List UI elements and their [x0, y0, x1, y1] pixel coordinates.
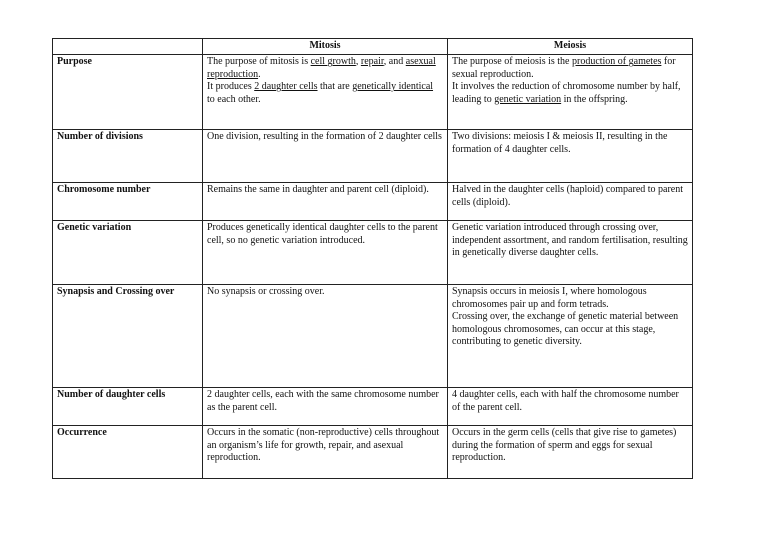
synapsis-meiosis-paragraph-1: Synapsis occurs in meiosis I, where homologous chromosomes pair up and form tetrads. — [452, 286, 647, 310]
underlined-text: 2 daughter cells — [254, 81, 318, 93]
table-row-divisions — [53, 130, 693, 183]
header-blank-cell — [53, 39, 203, 55]
header-mitosis: Mitosis — [203, 39, 448, 55]
underlined-text: repair — [360, 56, 384, 68]
cell-synapsis-meiosis — [448, 285, 693, 388]
table-header-row — [53, 39, 693, 55]
purpose-meiosis-paragraph-2 — [452, 81, 688, 106]
underlined-text: production of gametes — [571, 56, 662, 68]
text-run: to each other. — [207, 93, 261, 105]
text-run: , and — [383, 56, 406, 68]
underlined-text: genetic variation — [494, 93, 562, 105]
text-run: in the offspring. — [561, 93, 628, 105]
text-run: The purpose of mitosis is — [207, 56, 311, 68]
cell-chromosome-meiosis: Halved in the daughter cells (haploid) compared to parent cells (diploid). — [448, 183, 693, 221]
row-label-variation: Genetic variation — [53, 221, 203, 285]
cell-variation-meiosis: Genetic variation introduced through crossing over, independent assortment, and random fertilisation, resulting in genetically diverse daughter cells. — [448, 221, 693, 285]
text-run: that are — [317, 81, 353, 93]
row-label-occurrence: Occurrence — [53, 426, 203, 479]
underlined-text: genetically identical — [352, 81, 434, 93]
row-label-chromosome: Chromosome number — [53, 183, 203, 221]
row-label-synapsis: Synapsis and Crossing over — [53, 285, 203, 388]
table-row-occurrence — [53, 426, 693, 479]
cell-daughter-mitosis: 2 daughter cells, each with the same chromosome number as the parent cell. — [203, 388, 448, 426]
row-label-daughter: Number of daughter cells — [53, 388, 203, 426]
table-row-chromosome — [53, 183, 693, 221]
cell-daughter-meiosis: 4 daughter cells, each with half the chromosome number of the parent cell. — [448, 388, 693, 426]
purpose-meiosis-paragraph-1 — [452, 56, 688, 81]
table-row-purpose — [53, 55, 693, 130]
header-meiosis: Meiosis — [448, 39, 693, 55]
purpose-mitosis-paragraph-2 — [207, 81, 443, 106]
underlined-text: asexual reproduction — [207, 56, 436, 80]
cell-occurrence-meiosis: Occurs in the germ cells (cells that give rise to gametes) during the formation of sperm and eggs for sexual reproduction. — [448, 426, 693, 479]
cell-synapsis-mitosis: No synapsis or crossing over. — [203, 285, 448, 388]
text-run: The purpose of meiosis is the — [452, 56, 572, 68]
text-run: , — [355, 56, 361, 68]
table-row-synapsis — [53, 285, 693, 388]
cell-chromosome-mitosis: Remains the same in daughter and parent cell (diploid). — [203, 183, 448, 221]
cell-occurrence-mitosis: Occurs in the somatic (non-reproductive) cells throughout an organism’s life for growth, repair, and asexual reproduction. — [203, 426, 448, 479]
cell-divisions-mitosis: One division, resulting in the formation of 2 daughter cells — [203, 130, 448, 183]
text-run: . — [258, 68, 261, 80]
row-label-divisions: Number of divisions — [53, 130, 203, 183]
table-row-daughter — [53, 388, 693, 426]
text-run: It involves the reduction of chromosome number by half, leading to — [452, 81, 681, 105]
cell-variation-mitosis: Produces genetically identical daughter cells to the parent cell, so no genetic variation introduced. — [203, 221, 448, 285]
text-run: It produces — [207, 81, 255, 93]
synapsis-meiosis-paragraph-2: Crossing over, the exchange of genetic material between homologous chromosomes, can occur at this stage, contributing to genetic diversity. — [452, 311, 679, 348]
cell-purpose-meiosis — [448, 55, 693, 130]
mitosis-meiosis-comparison-table — [52, 38, 693, 479]
table-row-variation — [53, 221, 693, 285]
text-run: for sexual reproduction. — [452, 56, 676, 80]
purpose-mitosis-paragraph-1 — [207, 56, 443, 81]
cell-purpose-mitosis — [203, 55, 448, 130]
cell-divisions-meiosis: Two divisions: meiosis I & meiosis II, resulting in the formation of 4 daughter cells. — [448, 130, 693, 183]
underlined-text: cell growth — [310, 56, 356, 68]
row-label-purpose: Purpose — [53, 55, 203, 130]
